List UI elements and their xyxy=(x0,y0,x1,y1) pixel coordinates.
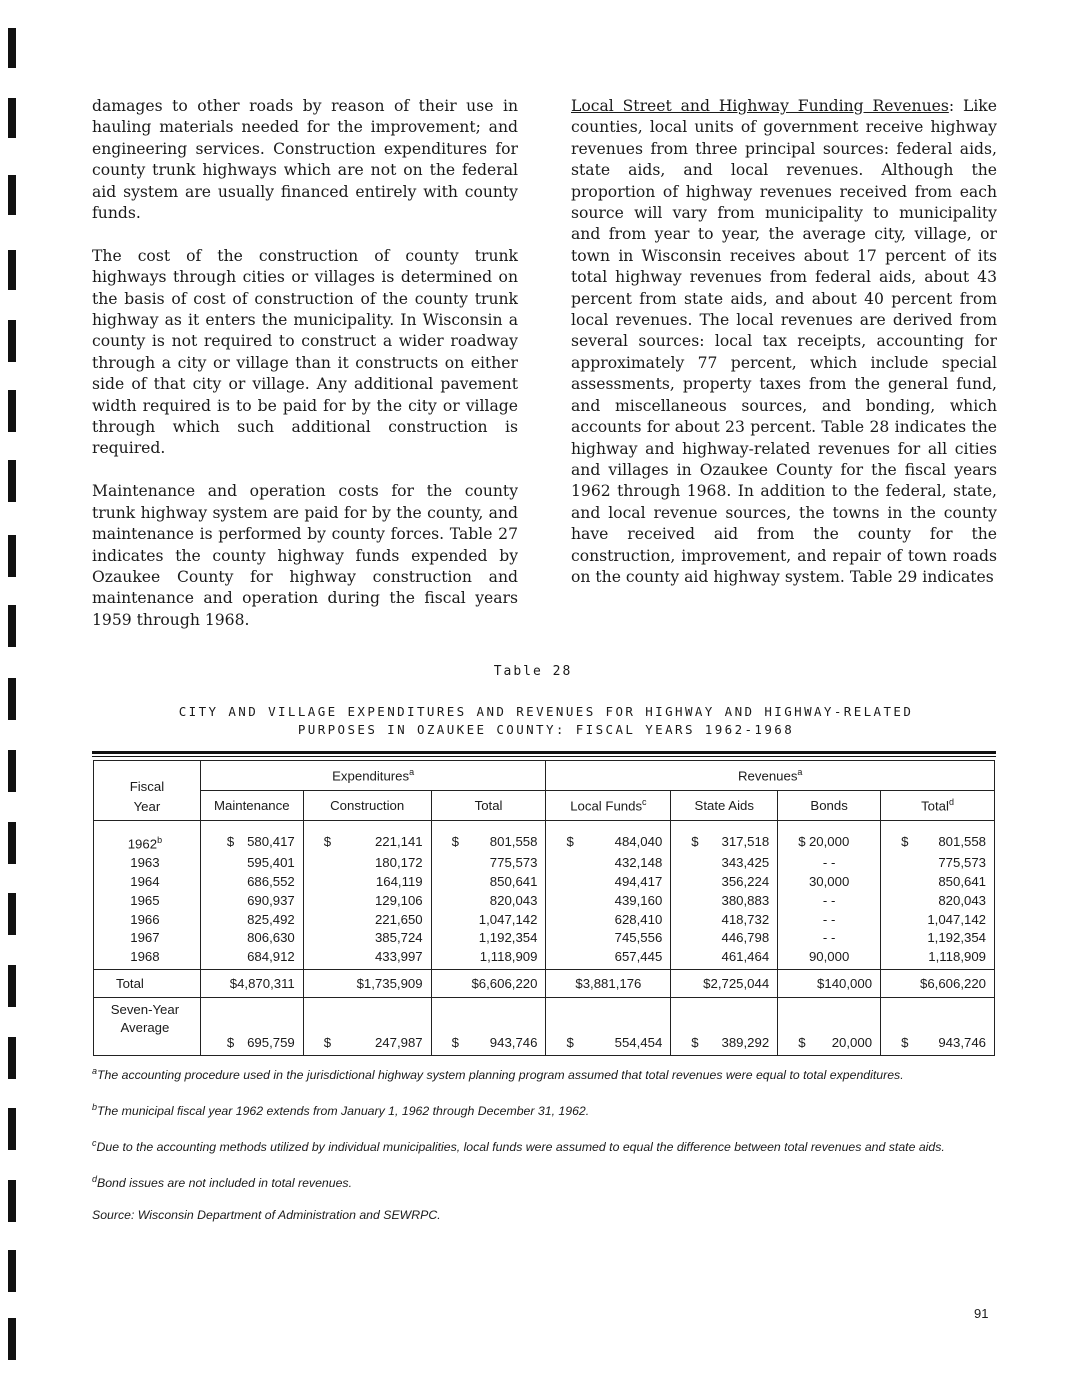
table-cell xyxy=(778,873,881,892)
binding-mark xyxy=(8,1037,16,1079)
dollar-sign: $ xyxy=(566,834,574,850)
cell-value: 446,798 xyxy=(721,930,770,946)
table-cell xyxy=(671,997,778,1055)
table-cell: $6,606,220 xyxy=(881,969,995,997)
table-row xyxy=(94,929,995,948)
table-cell xyxy=(778,929,881,948)
table-title xyxy=(0,703,1066,739)
table-title-line: CITY AND VILLAGE EXPENDITURES AND REVENUES FOR HIGHWAY AND HIGHWAY-RELATED xyxy=(178,704,914,719)
binding-mark xyxy=(8,535,16,577)
footnote-text: Bond issues are not included in total revenues. xyxy=(97,1176,352,1191)
table-cell xyxy=(200,929,303,948)
dollar-sign: $ xyxy=(901,834,909,850)
dollar-sign: $ xyxy=(566,1034,574,1050)
table-cell xyxy=(303,997,431,1055)
cell-value: 943,746 xyxy=(938,1034,986,1050)
dollar-sign: $ xyxy=(691,834,699,850)
year-cell xyxy=(94,911,201,930)
binding-mark xyxy=(8,1108,16,1150)
cell-value: 356,224 xyxy=(721,873,770,889)
table-row xyxy=(94,821,995,855)
table-row xyxy=(94,873,995,892)
table-cell xyxy=(546,873,671,892)
subheader-row xyxy=(94,791,995,821)
cell-value: 380,883 xyxy=(721,892,770,908)
cell-value: 1,118,909 xyxy=(479,949,538,965)
dollar-sign: $ xyxy=(226,1034,235,1050)
table-cell xyxy=(671,929,778,948)
table-cell xyxy=(546,948,671,969)
table-cell xyxy=(303,948,431,969)
paragraph: Maintenance and operation costs for the county trunk highway system are paid for by the county, and maintenance is performed by county forces. Table 27 indicates the county highway funds expended by Ozaukee County for highway construction and maintenance and operation during the fiscal years 1959 through 1968. xyxy=(92,482,518,629)
cell-value: 432,148 xyxy=(614,855,663,871)
table-cell xyxy=(881,854,995,873)
col-header: Maintenance xyxy=(200,791,303,821)
table-cell xyxy=(778,821,881,855)
cell-value: 180,172 xyxy=(374,855,423,871)
table-cell xyxy=(881,997,995,1055)
table-cell xyxy=(200,997,303,1055)
footnote-marker: c xyxy=(92,1138,97,1149)
cell-value: 850,641 xyxy=(489,873,538,889)
cell-value: 1,118,909 xyxy=(928,949,986,965)
table-cell xyxy=(200,873,303,892)
year-rows xyxy=(94,821,995,970)
dollar-sign: $ xyxy=(691,1034,699,1050)
dollar-sign: $ xyxy=(451,834,459,850)
table-cell xyxy=(671,873,778,892)
dollar-sign: $ xyxy=(323,834,332,850)
footnote-marker: c xyxy=(642,797,647,808)
footnote-text: The municipal fiscal year 1962 extends from January 1, 1962 through December 31, 1962. xyxy=(97,1104,590,1119)
cell-value: 825,492 xyxy=(247,911,295,927)
cell-value: 164,119 xyxy=(375,873,423,889)
year-value: 1965 xyxy=(130,892,160,908)
source-note: Source: Wisconsin Department of Administration and SEWRPC. xyxy=(92,1208,441,1223)
table-row xyxy=(94,948,995,969)
table-cell xyxy=(546,997,671,1055)
table-cell xyxy=(546,854,671,873)
table-cell xyxy=(671,854,778,873)
table-cell: $140,000 xyxy=(778,969,881,997)
paragraph: The cost of the construction of county trunk highways through cities or villages is determined on the basis of cost of construction of the county trunk highway as it enters the municipality. In Wisconsin a county is not required to construct a wider roadway through a city or village than it constructs on either side of that city or village. Any additional pavement width required is to be paid for by the city or village through which such additional construction is required. xyxy=(92,246,518,458)
footnote-marker: b xyxy=(92,1102,98,1113)
table-rule xyxy=(92,756,996,757)
footnote-marker: a xyxy=(409,767,415,778)
table-cell xyxy=(303,821,431,855)
binding-mark xyxy=(8,28,16,68)
table-cell xyxy=(881,892,995,911)
cell-value: 439,160 xyxy=(614,892,663,908)
cell-value: 580,417 xyxy=(247,834,295,850)
binding-mark xyxy=(8,1250,16,1292)
table-cell xyxy=(431,873,546,892)
cell-value: 686,552 xyxy=(247,873,295,889)
binding-mark xyxy=(8,893,16,935)
dollar-sign: $ xyxy=(226,834,235,850)
row-label-line: Seven-Year xyxy=(110,1001,180,1017)
cell-value: 20,000 xyxy=(808,834,850,850)
table-cell xyxy=(671,892,778,911)
table-cell xyxy=(431,997,546,1055)
col-header: Bonds xyxy=(778,791,881,821)
footnote xyxy=(92,1134,996,1156)
cell-value: 595,401 xyxy=(247,855,295,871)
footnote-marker: b xyxy=(157,835,163,845)
table-cell xyxy=(546,821,671,855)
table-cell xyxy=(200,821,303,855)
cell-value: 343,425 xyxy=(721,855,770,871)
footnote-marker: d xyxy=(92,1174,98,1185)
data-table xyxy=(93,760,995,1056)
year-cell xyxy=(94,929,201,948)
footnote xyxy=(92,1170,996,1192)
table-cell xyxy=(778,854,881,873)
footnote-marker: a xyxy=(797,767,803,778)
col-header: Total xyxy=(431,791,546,821)
table-cell: $1,735,909 xyxy=(303,969,431,997)
year-value: 1966 xyxy=(130,911,160,927)
dollar-sign: $ xyxy=(798,1034,806,1050)
binding-mark xyxy=(8,175,16,215)
year-value: 1962 xyxy=(127,836,158,852)
cell-value: 389,292 xyxy=(721,1034,770,1050)
table-cell xyxy=(546,911,671,930)
binding-mark xyxy=(8,822,16,864)
table-title-line: PURPOSES IN OZAUKEE COUNTY: FISCAL YEARS 1962-1968 xyxy=(297,722,795,737)
year-cell xyxy=(94,854,201,873)
footnote-text: The accounting procedure used in the jurisdictional highway system planning program assumed that total revenues were equal to total expenditures. xyxy=(97,1068,904,1083)
binding-mark xyxy=(8,1318,16,1360)
cell-value: 247,987 xyxy=(374,1034,423,1050)
dollar-sign: $ xyxy=(451,1034,459,1050)
cell-value: 1,192,354 xyxy=(927,930,986,946)
cell-value: 385,724 xyxy=(374,930,423,946)
year-cell xyxy=(94,821,201,855)
cell-value: 801,558 xyxy=(938,834,986,850)
table-cell xyxy=(671,821,778,855)
table-cell xyxy=(303,854,431,873)
binding-mark xyxy=(8,750,16,792)
fiscal-year-header xyxy=(94,761,201,821)
dollar-sign: $ xyxy=(901,1034,909,1050)
table-cell xyxy=(431,854,546,873)
table-rule xyxy=(92,751,996,754)
cell-value: 690,937 xyxy=(247,892,295,908)
cell-value: - - xyxy=(822,892,836,908)
cell-value: 317,518 xyxy=(721,834,770,850)
table-cell xyxy=(431,821,546,855)
footnote-marker: d xyxy=(948,797,954,808)
table-cell xyxy=(200,911,303,930)
cell-value: 657,445 xyxy=(614,949,663,965)
col-header xyxy=(881,791,995,821)
table-cell xyxy=(546,929,671,948)
cell-value: 695,759 xyxy=(247,1034,295,1050)
binding-mark xyxy=(8,390,16,432)
cell-value: 943,746 xyxy=(489,1034,538,1050)
cell-value: 1,047,142 xyxy=(478,911,538,927)
table-cell xyxy=(671,911,778,930)
table-cell xyxy=(881,821,995,855)
binding-mark xyxy=(8,605,16,647)
cell-value: 820,043 xyxy=(489,892,538,908)
table-cell xyxy=(881,873,995,892)
col-header: State Aids xyxy=(671,791,778,821)
table-cell xyxy=(778,892,881,911)
cell-value: - - xyxy=(822,930,836,946)
table-cell xyxy=(778,948,881,969)
table-row xyxy=(94,911,995,930)
footnote xyxy=(92,1098,996,1120)
header-text: Expenditures xyxy=(332,768,410,784)
paragraph-body: : Like counties, local units of government receive highway revenues from three principal sources: federal aids, state aids, and local revenues. Although the proportion of highway revenues received from each source will vary from municipality to municipality and from year to year, the average city, village, or town in Wisconsin receives about 17 percent of its total highway revenues from federal aids, about 43 percent from state aids, and about 40 percent from local revenues. The local revenues are derived from several sources: local tax receipts, accounting for approximately 77 percent, which include special assessments, property taxes from the general fund, and miscellaneous sources, and bonding, which accounts for about 23 percent. Table 28 indicates the highway and highway-related revenues for all cities and villages in Ozaukee County for the fiscal years 1962 through 1968. In addition to the federal, state, and local revenue sources, the towns in the county have received aid from the county for the construction, improvement, and repair of town roads on the county aid highway system. Table 29 indicates xyxy=(571,97,997,586)
paragraph: damages to other roads by reason of their use in hauling materials needed for the improvement; and engineering services. Construction expenditures for county trunk highways which are not on the federal aid system are usually financed entirely with county funds. xyxy=(92,97,518,223)
cell-value: 221,141 xyxy=(374,834,423,850)
dollar-sign: $ xyxy=(798,834,806,850)
table-cell: $2,725,044 xyxy=(671,969,778,997)
row-label xyxy=(94,997,201,1055)
table-cell xyxy=(303,929,431,948)
header-row xyxy=(94,761,995,791)
table-cell xyxy=(546,892,671,911)
binding-mark xyxy=(8,98,16,138)
row-label: Total xyxy=(94,969,201,997)
table-cell xyxy=(881,929,995,948)
header-text: Total xyxy=(921,798,949,814)
cell-value: - - xyxy=(822,911,836,927)
cell-value: 129,106 xyxy=(374,892,423,908)
cell-value: 418,732 xyxy=(721,911,770,927)
cell-value: 806,630 xyxy=(247,930,295,946)
header-text: Local Funds xyxy=(570,798,643,814)
col-header xyxy=(546,791,671,821)
binding-mark xyxy=(8,250,16,290)
cell-value: 221,650 xyxy=(374,911,423,927)
revenues-header xyxy=(546,761,995,791)
average-row xyxy=(94,997,995,1055)
cell-value: 801,558 xyxy=(489,834,538,850)
cell-value: 775,573 xyxy=(938,855,986,871)
dollar-sign: $ xyxy=(323,1034,332,1050)
year-cell xyxy=(94,892,201,911)
table-cell xyxy=(303,873,431,892)
cell-value: 554,454 xyxy=(614,1034,663,1050)
binding-mark xyxy=(8,320,16,362)
total-row xyxy=(94,969,995,997)
table-row xyxy=(94,854,995,873)
table-cell: $3,881,176 xyxy=(546,969,671,997)
table-cell xyxy=(431,948,546,969)
right-text-column xyxy=(571,96,997,610)
header-text: Fiscal xyxy=(129,779,165,794)
section-subhead: Local Street and Highway Funding Revenues xyxy=(571,97,949,115)
table-cell xyxy=(881,948,995,969)
expenditures-header xyxy=(200,761,546,791)
header-text: Revenues xyxy=(738,768,798,784)
table-cell xyxy=(881,911,995,930)
paragraph xyxy=(571,96,997,588)
cell-value: 775,573 xyxy=(489,855,538,871)
binding-mark xyxy=(8,1180,16,1222)
cell-value: 461,464 xyxy=(721,949,770,965)
header-text: Year xyxy=(133,799,161,814)
cell-value: 1,192,354 xyxy=(478,930,538,946)
cell-value: 90,000 xyxy=(808,949,850,965)
table-cell xyxy=(303,892,431,911)
cell-value: 628,410 xyxy=(614,911,663,927)
binding-mark xyxy=(8,460,16,502)
year-value: 1967 xyxy=(130,930,160,946)
year-value: 1964 xyxy=(130,873,160,889)
table-cell xyxy=(303,911,431,930)
table-label: Table 28 xyxy=(493,664,573,679)
year-cell xyxy=(94,873,201,892)
cell-value: 820,043 xyxy=(938,892,986,908)
cell-value: 1,047,142 xyxy=(927,911,986,927)
table-cell xyxy=(778,997,881,1055)
year-value: 1968 xyxy=(130,949,160,965)
year-value: 1963 xyxy=(130,855,160,871)
table-cell xyxy=(431,892,546,911)
footnote-marker: a xyxy=(92,1066,98,1076)
left-text-column xyxy=(92,96,518,653)
table-cell: $4,870,311 xyxy=(200,969,303,997)
cell-value: 494,417 xyxy=(614,873,663,889)
cell-value: 433,997 xyxy=(374,949,423,965)
cell-value: 684,912 xyxy=(247,949,295,965)
col-header: Construction xyxy=(303,791,431,821)
cell-value: 30,000 xyxy=(808,873,850,889)
table-cell xyxy=(431,911,546,930)
cell-value: 20,000 xyxy=(831,1034,873,1050)
footnote-text: Due to the accounting methods utilized by individual municipalities, local funds were assumed to equal the difference between total revenues and state aids. xyxy=(96,1140,945,1155)
table-cell xyxy=(778,911,881,930)
table-cell xyxy=(200,948,303,969)
row-label-line: Average xyxy=(120,1019,170,1035)
footnote xyxy=(92,1062,996,1084)
table-row xyxy=(94,892,995,911)
table-cell xyxy=(431,929,546,948)
table-cell xyxy=(200,892,303,911)
binding-mark xyxy=(8,965,16,1007)
year-cell xyxy=(94,948,201,969)
cell-value: 850,641 xyxy=(938,873,986,889)
cell-value: 745,556 xyxy=(614,930,663,946)
table-cell xyxy=(200,854,303,873)
cell-value: 484,040 xyxy=(614,834,663,850)
table-cell xyxy=(671,948,778,969)
page-number: 91 xyxy=(974,1306,989,1321)
cell-value: - - xyxy=(822,855,836,871)
footnotes xyxy=(92,1062,996,1238)
table-cell: $6,606,220 xyxy=(431,969,546,997)
